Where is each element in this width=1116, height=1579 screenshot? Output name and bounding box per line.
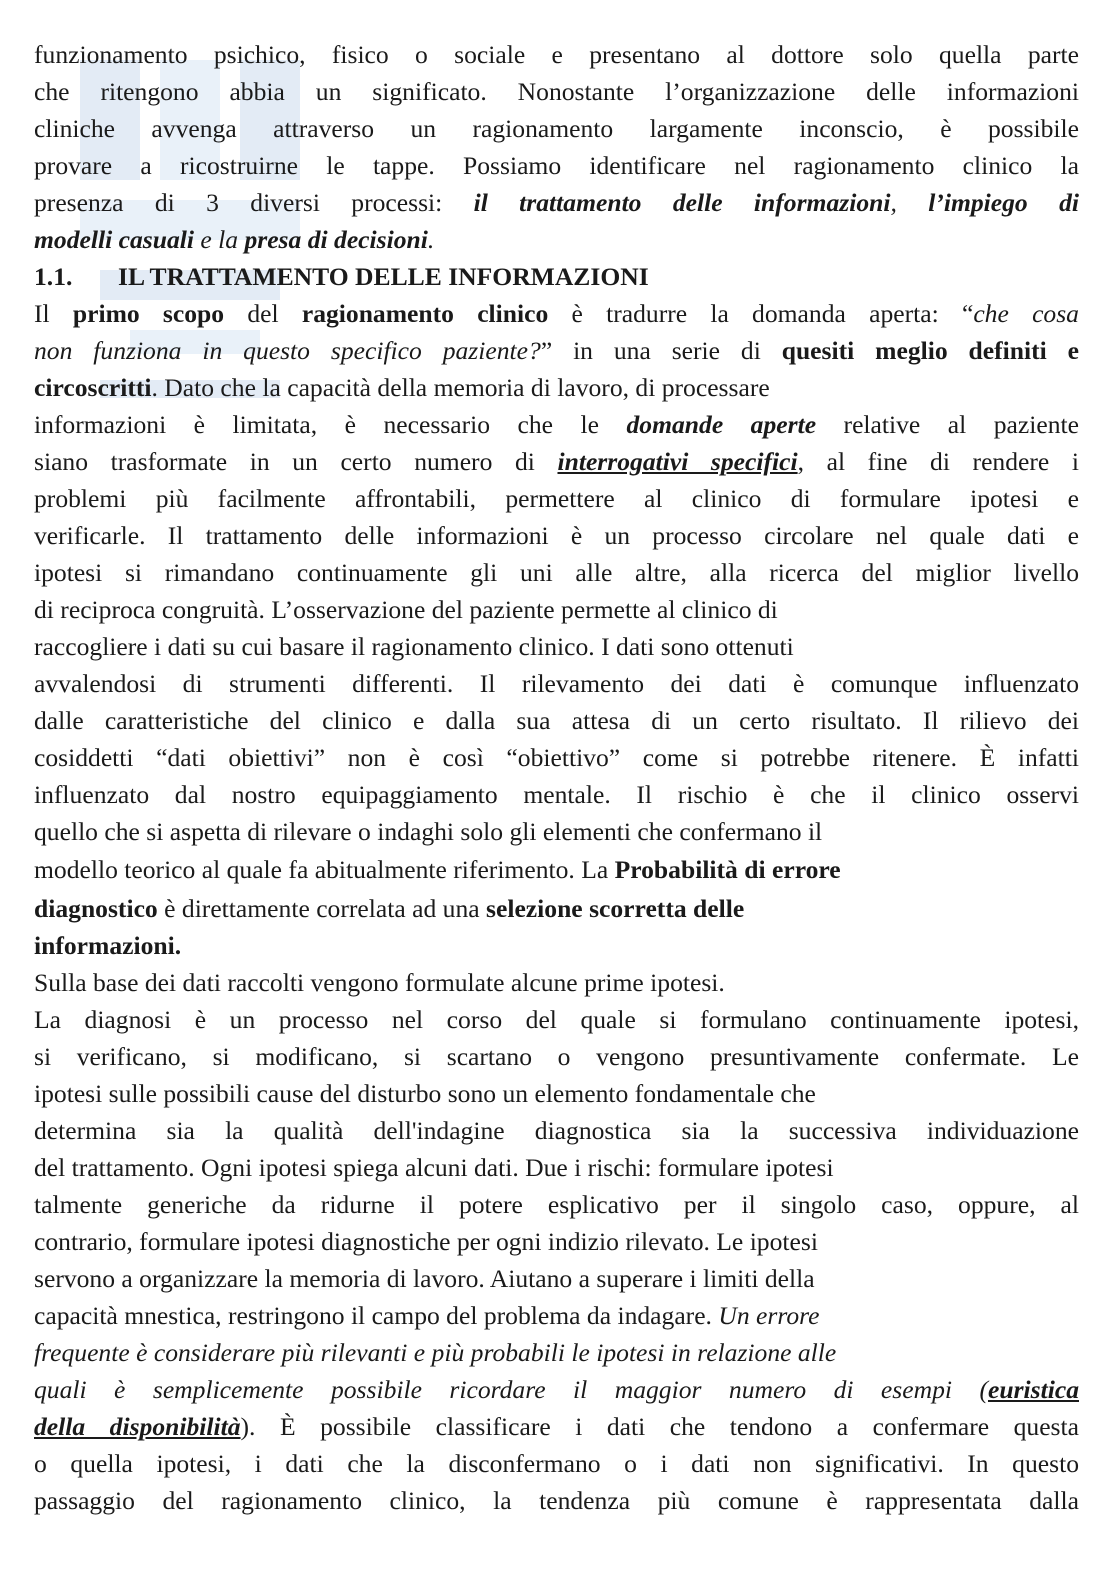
text-line: raccogliere i dati su cui basare il ragionamento clinico. I dati sono ottenuti	[34, 632, 794, 661]
text-line: problemi più facilmente affrontabili, permettere al clinico di formulare ipotesi e	[34, 484, 1079, 513]
section-heading	[34, 258, 1079, 295]
text-line: determina sia la qualità dell'indagine diagnostica sia la successiva individuazione	[34, 1116, 1079, 1145]
text-line: dalle caratteristiche del clinico e dalla sua attesa di un certo risultato. Il rilievo dei	[34, 706, 1079, 735]
text-line: Il primo scopo del ragionamento clinico è tradurre la domanda aperta: “che cosa	[34, 299, 1079, 328]
paragraph-hypotheses	[34, 964, 1079, 1001]
text-line: passaggio del ragionamento clinico, la tendenza più comune è rappresentata dalla	[34, 1486, 1079, 1515]
paragraph-main	[34, 295, 1079, 964]
text-line: informazioni.	[34, 931, 182, 960]
text-line: ipotesi si rimandano continuamente gli uni alle altre, alla ricerca del miglior livello	[34, 558, 1079, 587]
text-line: servono a organizzare la memoria di lavoro. Aiutano a superare i limiti della	[34, 1264, 815, 1293]
text-line: cliniche avvenga attraverso un ragionamento largamente inconscio, è possibile	[34, 114, 1079, 143]
text-line: talmente generiche da ridurne il potere esplicativo per il singolo caso, oppure, al	[34, 1190, 1079, 1219]
text-line: capacità mnestica, restringono il campo del problema da indagare. Un errore	[34, 1301, 820, 1330]
text-line: cosiddetti “dati obiettivi” non è così “obiettivo” come si potrebbe ritenere. È infatti	[34, 743, 1079, 772]
text-line: La diagnosi è un processo nel corso del quale si formulano continuamente ipotesi,	[34, 1005, 1079, 1034]
text-line: di reciproca congruità. L’osservazione del paziente permette al clinico di	[34, 595, 778, 624]
emphasis-text: presa di decisioni	[244, 225, 428, 254]
text-line: diagnostico è direttamente correlata ad una selezione scorretta delle	[34, 894, 745, 923]
text-line: informazioni è limitata, è necessario che le domande aperte relative al paziente	[34, 410, 1079, 439]
section-title: IL TRATTAMENTO DELLE INFORMAZIONI	[118, 262, 649, 291]
text-line: influenzato dal nostro equipaggiamento mentale. Il rischio è che il clinico osservi	[34, 780, 1079, 809]
text-line: contrario, formulare ipotesi diagnostiche per ogni indizio rilevato. Le ipotesi	[34, 1227, 818, 1256]
emphasis-text: modelli casuali	[34, 225, 194, 254]
text-line: ipotesi sulle possibili cause del disturbo sono un elemento fondamentale che	[34, 1079, 816, 1108]
text-line: avvalendosi di strumenti differenti. Il rilevamento dei dati è comunque influenzato	[34, 669, 1079, 698]
text-line: verificarle. Il trattamento delle informazioni è un processo circolare nel quale dati e	[34, 521, 1079, 550]
text-line: siano trasformate in un certo numero di interrogativi specifici, al fine di rendere i	[34, 447, 1079, 476]
text-line: circoscritti. Dato che la capacità della memoria di lavoro, di processare	[34, 373, 770, 402]
text-line: si verificano, si modificano, si scartano o vengono presuntivamente confermate. Le	[34, 1042, 1079, 1071]
text-line: che ritengono abbia un significato. Nonostante l’organizzazione delle informazioni	[34, 77, 1079, 106]
text-line: non funziona in questo specifico paziente?” in una serie di quesiti meglio definiti e	[34, 336, 1079, 365]
section-number: 1.1.	[34, 262, 73, 291]
text-line: Sulla base dei dati raccolti vengono formulate alcune prime ipotesi.	[34, 968, 725, 997]
paragraph-intro	[34, 36, 1079, 258]
term-link: della disponibilità	[34, 1412, 241, 1441]
emphasis-text: il trattamento delle informazioni	[473, 188, 891, 217]
paragraph-diagnosis	[34, 1001, 1079, 1519]
text-line: modello teorico al quale fa abitualmente riferimento. La Probabilità di errore	[34, 855, 841, 884]
text-line: modelli casuali e la presa di decisioni.	[34, 225, 435, 254]
text-line: presenza di 3 diversi processi: il trattamento delle informazioni, l’impiego di	[34, 188, 1079, 217]
text-line: della disponibilità). È possibile classificare i dati che tendono a confermare questa	[34, 1412, 1079, 1441]
text-line: provare a ricostruirne le tappe. Possiamo identificare nel ragionamento clinico la	[34, 151, 1079, 180]
term-link: euristica	[987, 1375, 1079, 1404]
text-line: del trattamento. Ogni ipotesi spiega alcuni dati. Due i rischi: formulare ipotesi	[34, 1153, 834, 1182]
text-line: funzionamento psichico, fisico o sociale e presentano al dottore solo quella parte	[34, 40, 1079, 69]
document-page	[34, 36, 1079, 1519]
text-line: quello che si aspetta di rilevare o indaghi solo gli elementi che confermano il	[34, 817, 823, 846]
text-line: quali è semplicemente possibile ricordare il maggior numero di esempi (euristica	[34, 1375, 1079, 1404]
emphasis-text: l’impiego di	[928, 188, 1079, 217]
text-line: o quella ipotesi, i dati che la disconfermano o i dati non significativi. In questo	[34, 1449, 1079, 1478]
text-line: frequente è considerare più rilevanti e più probabili le ipotesi in relazione alle	[34, 1338, 837, 1367]
